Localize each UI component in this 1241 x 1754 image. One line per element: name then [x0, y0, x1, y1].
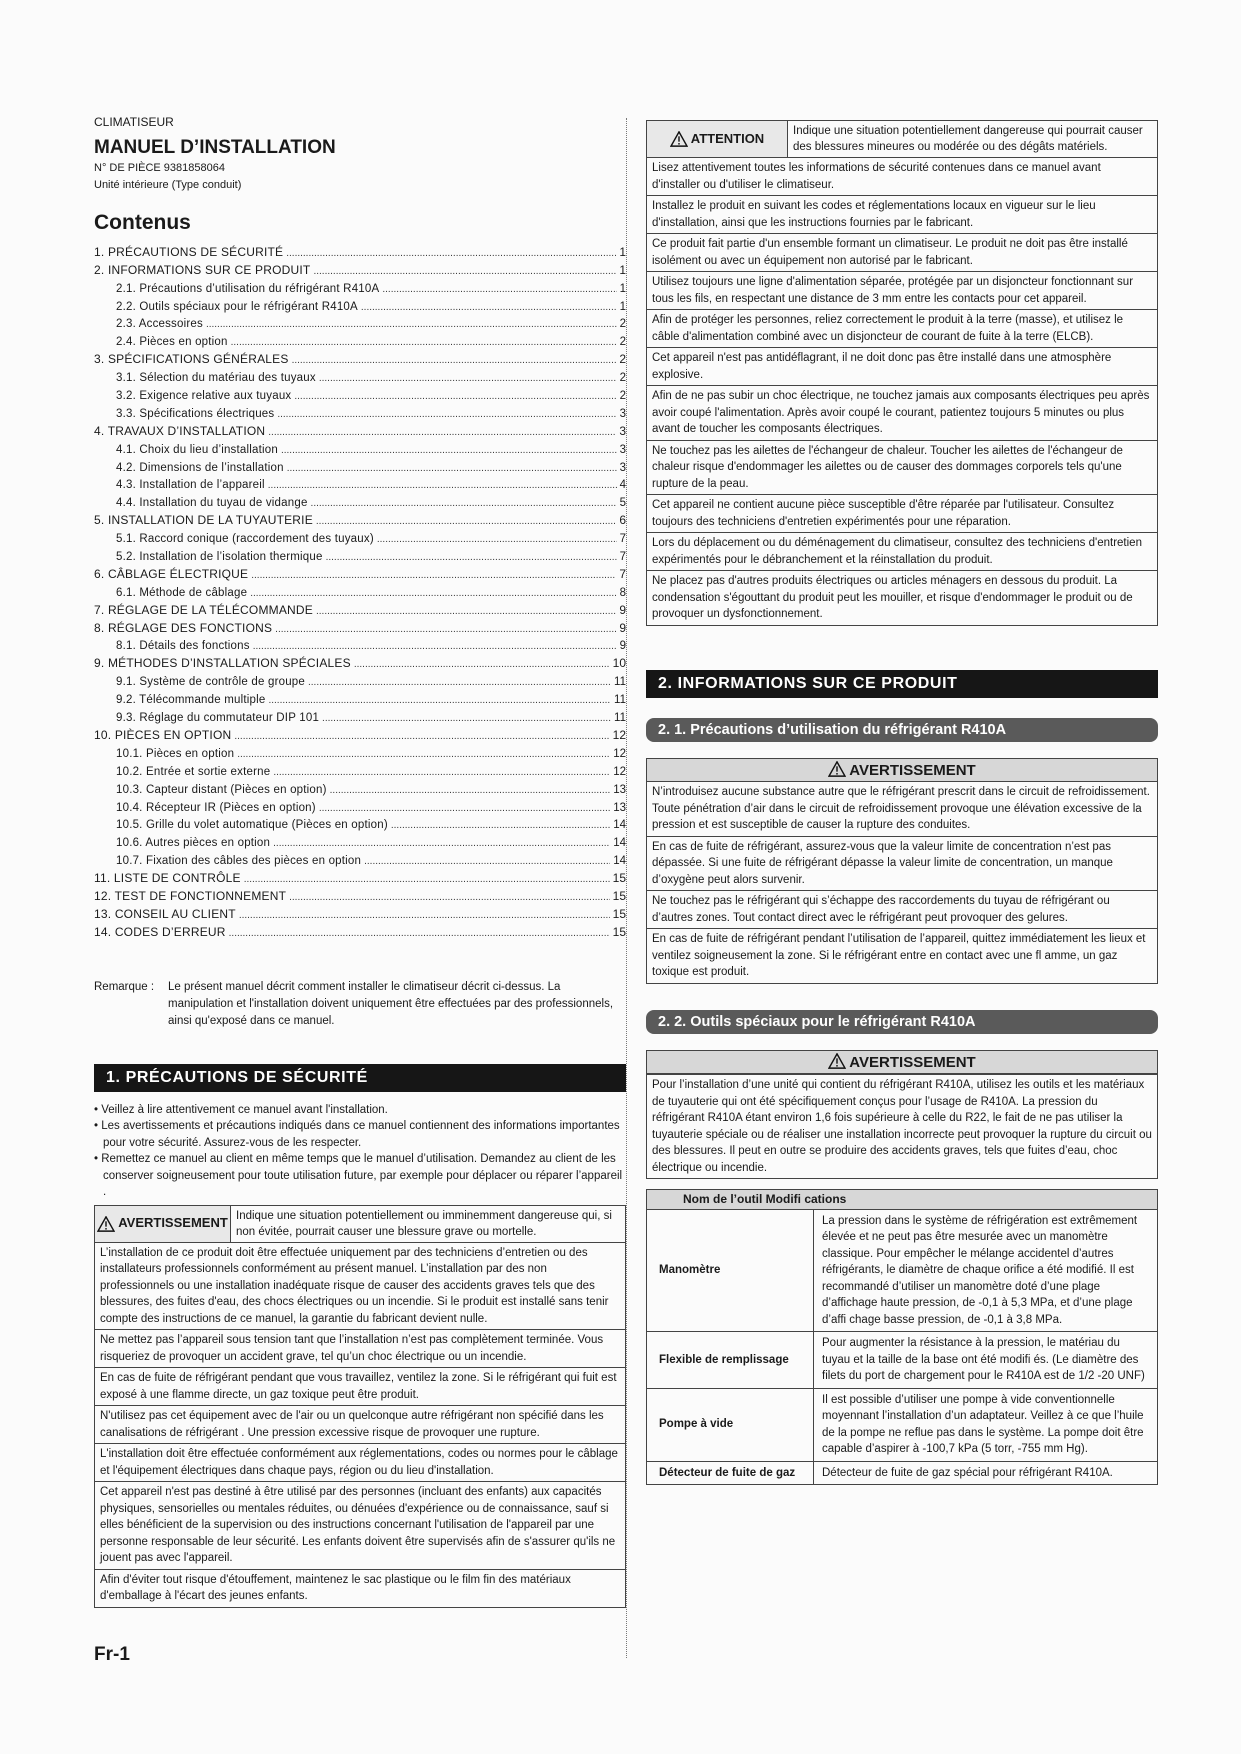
toc-entry-page: 15: [612, 924, 626, 939]
r410a-warning-box: [646, 758, 1158, 984]
tools-warning-label: AVERTISSEMENT: [849, 1053, 976, 1071]
tool-row: [647, 1461, 1158, 1485]
toc-entry-page: 14: [613, 837, 626, 850]
toc-entry: [94, 509, 626, 527]
toc-leader-dots: [244, 874, 610, 885]
toc-entry: [94, 796, 626, 814]
warning-signal-header: [95, 1206, 625, 1243]
toc-entry-page: 3: [619, 443, 626, 456]
toc-entry: [94, 652, 626, 670]
toc-entry-label: 10.6. Autres pièces en option: [116, 837, 271, 850]
toc-entry-page: 7: [619, 566, 626, 581]
toc-leader-dots: [273, 838, 610, 849]
warning-item: L'installation doit être effectuée conformément aux réglementations, codes ou normes pour le câblage et l'équipement électriques dans chaque pays, région ou du lieu d'installation.: [95, 1443, 625, 1481]
right-column: [646, 120, 1158, 1485]
toc-entry-page: 7: [619, 533, 626, 546]
toc-entry-page: 2: [619, 352, 626, 367]
warning-definition: Indique une situation potentiellement ou imminemment dangereuse qui, si non évitée, pourrait causer une blessure grave ou mortelle.: [236, 1209, 612, 1238]
toc-leader-dots: [251, 570, 616, 581]
toc-entry: [94, 545, 626, 563]
toc-entry-page: 1: [619, 282, 626, 295]
contents-title: Contenus: [94, 211, 191, 234]
attention-item: Installez le produit en suivant les codes et réglementations locaux en vigueur sur le lieu d'installation, ainsi que les instructions fournies par le fabricant.: [647, 195, 1157, 233]
toc-entry-label: 7. RÉGLAGE DE LA TÉLÉCOMMANDE: [94, 602, 313, 617]
toc-entry-label: 10.5. Grille du volet automatique (Pièces en option): [116, 819, 388, 832]
toc-entry: [94, 599, 626, 617]
toc-entry-label: 10.2. Entrée et sortie externe: [116, 765, 271, 778]
page-number: Fr-1: [94, 1644, 130, 1665]
toc-entry: [94, 831, 626, 849]
toc-entry-page: 15: [612, 871, 626, 886]
toc-entry: [94, 366, 626, 384]
toc-entry-label: 5. INSTALLATION DE LA TUYAUTERIE: [94, 513, 313, 528]
toc-leader-dots: [275, 624, 616, 635]
tools-warning-header: [647, 1051, 1157, 1075]
toc-entry-label: 2.3. Accessoires: [116, 318, 203, 331]
toc-leader-dots: [277, 409, 616, 420]
bullet-item: • Veillez à lire attentivement ce manuel avant l'installation.: [94, 1103, 388, 1116]
toc-leader-dots: [287, 463, 617, 474]
toc-entry: [94, 563, 626, 581]
section-1-heading: 1. PRÉCAUTIONS DE SÉCURITÉ: [94, 1064, 626, 1092]
toc-leader-dots: [237, 749, 610, 760]
r410a-warning-item: En cas de fuite de réfrigérant, assurez-vous que la valeur limite de concentration n’est pas dépassée. Si une fuite de réfrigérant dépasse la valeur limite de concentration, un manque d’oxygène peut alors survenir.: [647, 836, 1157, 891]
attention-label: ATTENTION: [690, 130, 765, 146]
toc-entry: [94, 277, 626, 295]
toc-entry-label: 12. TEST DE FONCTIONNEMENT: [94, 888, 287, 903]
toc-entry-label: 8.1. Détails des fonctions: [116, 640, 250, 653]
section-1-bullets: [94, 1102, 626, 1201]
toc-leader-dots: [229, 928, 610, 939]
warning-item: Afin d'éviter tout risque d'étouffement, maintenez le sac plastique ou le film fin des matériaux d'emballage à l'écart des jeunes enfants.: [95, 1569, 625, 1607]
toc-leader-dots: [268, 695, 611, 706]
subsection-2-1-heading: 2. 1. Précautions d’utilisation du réfrigérant R410A: [646, 718, 1158, 742]
toc-entry-label: 4.2. Dimensions de l’installation: [116, 461, 284, 474]
toc-leader-dots: [253, 641, 617, 652]
toc-entry-page: 2: [619, 336, 626, 349]
toc-entry-label: 3.1. Sélection du matériau des tuyaux: [116, 372, 316, 385]
toc-entry-page: 11: [614, 694, 626, 707]
toc-leader-dots: [292, 355, 617, 366]
r410a-warning-item: En cas de fuite de réfrigérant pendant l’utilisation de l’appareil, quittez immédiatement les lieux et ventilez soigneusement la zone. Si le réfrigérant entre en contact avec une fl amme, un gaz toxique est produit.: [647, 928, 1157, 983]
toc-entry: [94, 474, 626, 492]
toc-entry-page: 1: [619, 300, 626, 313]
warning-triangle-icon: [670, 131, 688, 147]
tools-table-header: Nom de l’outil Modifi cations: [647, 1190, 1158, 1210]
toc-entry-page: 4: [619, 479, 626, 492]
warning-triangle-icon: [97, 1216, 115, 1232]
toc-entry-page: 15: [612, 906, 626, 921]
toc-entry: [94, 688, 626, 706]
warning-item: N'utilisez pas cet équipement avec de l'air ou un quelconque autre réfrigérant non spécifié dans les canalisations de réfrigérant . Une pression excessive risque de provoquer une rupture.: [95, 1405, 625, 1443]
toc-entry: [94, 527, 626, 545]
warning-box: [94, 1205, 626, 1608]
toc-entry-page: 14: [613, 819, 626, 832]
tool-description: Pour augmenter la résistance à la pression, le matériau du tuyau et la taille de la base ont été modifi és. (Le diamètre des filets du port de chargement pour le R410A est de 1/2 -20 UNF): [814, 1332, 1158, 1389]
toc-entry-label: 10.7. Fixation des câbles des pièces en option: [116, 855, 362, 868]
toc-leader-dots: [319, 803, 610, 814]
toc-entry-page: 5: [619, 497, 626, 510]
toc-entry-label: 3. SPÉCIFICATIONS GÉNÉRALES: [94, 352, 289, 367]
toc-leader-dots: [294, 391, 616, 402]
toc-leader-dots: [354, 659, 610, 670]
toc-entry-label: 1. PRÉCAUTIONS DE SÉCURITÉ: [94, 244, 284, 259]
toc-entry: [94, 867, 626, 885]
toc-leader-dots: [326, 552, 617, 563]
tool-name: Pompe à vide: [647, 1388, 814, 1461]
toc-entry-page: 14: [613, 855, 626, 868]
toc-leader-dots: [268, 427, 616, 438]
tool-row: [647, 1388, 1158, 1461]
attention-item: Ne touchez pas les ailettes de l'échangeur de chaleur. Toucher les ailettes de l'échangeur de chaleur risque d'endommager les ailettes ou de causer des dommages corporels tels qu'une rupture de la peau.: [647, 440, 1157, 495]
toc-entry-label: 10. PIÈCES EN OPTION: [94, 727, 232, 742]
toc-entry-page: 9: [619, 602, 626, 617]
toc-entry-page: 2: [619, 372, 626, 385]
toc-entry-label: 4.1. Choix du lieu d’installation: [116, 443, 278, 456]
toc-leader-dots: [322, 713, 611, 724]
warning-item: Ne mettez pas l’appareil sous tension tant que l’installation n’est pas complètement terminée. Vous risqueriez de provoquer un accident grave, tel qu’un choc électrique ou un incendie.: [95, 1329, 625, 1367]
toc-entry-label: 6.1. Méthode de câblage: [116, 586, 248, 599]
toc-entry: [94, 670, 626, 688]
toc-entry-page: 12: [613, 765, 626, 778]
table-of-contents: [94, 241, 626, 939]
subsection-2-2-heading: 2. 2. Outils spéciaux pour le réfrigérant R410A: [646, 1010, 1158, 1034]
toc-entry-page: 8: [619, 586, 626, 599]
tool-name: Détecteur de fuite de gaz: [647, 1461, 814, 1485]
toc-leader-dots: [239, 910, 610, 921]
toc-entry-label: 11. LISTE DE CONTRÔLE: [94, 871, 241, 886]
toc-entry-page: 12: [612, 727, 626, 742]
toc-leader-dots: [316, 516, 616, 527]
r410a-warning-item: Ne touchez pas le réfrigérant qui s’échappe des raccordements du tuyau de réfrigérant ou d’autres zones. Tout contact direct avec le réfrigérant peut provoquer des gelures.: [647, 890, 1157, 928]
toc-leader-dots: [377, 534, 617, 545]
toc-entry: [94, 706, 626, 724]
toc-leader-dots: [286, 248, 616, 259]
toc-entry: [94, 491, 626, 509]
tool-row: [647, 1332, 1158, 1389]
toc-entry-label: 10.1. Pièces en option: [116, 747, 235, 760]
toc-leader-dots: [289, 892, 610, 903]
toc-entry-page: 1: [619, 262, 626, 277]
tools-warning-text: Pour l’installation d’une unité qui contient du réfrigérant R410A, utilisez les outils et les matériaux de tuyauterie qui ont été spécifiquement conçus pour l’usage de R410A. La pression du réfrigérant R410A étant environ 1,6 fois supérieure à celle du R22, le fait de ne pas utiliser la tuyauterie spéciale ou de réaliser une installation incorrecte peut provoquer la rupture du circuit ou des blessures. Il peut en outre se produire des accidents graves, tels que fuites d’eau, choc électrique ou incendie.: [647, 1074, 1157, 1178]
toc-entry-label: 6. CÂBLAGE ÉLECTRIQUE: [94, 566, 249, 581]
toc-leader-dots: [316, 606, 616, 617]
toc-entry-page: 1: [619, 244, 626, 259]
attention-item: Afin de ne pas subir un choc électrique, ne touchez jamais aux composants électriques peu après avoir coupé l'alimentation. Après avoir coupé le courant, patientez toujours 5 minutes ou plus avant de toucher les composants électriques.: [647, 385, 1157, 440]
toc-entry-page: 12: [613, 747, 626, 760]
toc-leader-dots: [308, 677, 611, 688]
toc-leader-dots: [206, 319, 617, 330]
left-column: [94, 115, 626, 1608]
bullet-item: • Les avertissements et précautions indiqués dans ce manuel contiennent des informations importantes pour votre sécurité. Assurez-vous de les respecter.: [94, 1120, 620, 1149]
toc-entry: [94, 724, 626, 742]
toc-entry-label: 13. CONSEIL AU CLIENT: [94, 906, 236, 921]
attention-item: Cet appareil n'est pas antidéflagrant, il ne doit donc pas être installé dans une atmosphère explosive.: [647, 347, 1157, 385]
attention-item: Afin de protéger les personnes, reliez correctement le produit à la terre (masse), et utilisez le câble d'alimentation combiné avec un disjoncteur de courant de fuite à la terre (ELCB).: [647, 309, 1157, 347]
section-2-heading: 2. INFORMATIONS SUR CE PRODUIT: [646, 670, 1158, 698]
toc-entry: [94, 330, 626, 348]
toc-entry-label: 8. RÉGLAGE DES FONCTIONS: [94, 620, 273, 635]
tool-row: [647, 1209, 1158, 1332]
toc-entry-label: 3.2. Exigence relative aux tuyaux: [116, 390, 292, 403]
toc-entry-label: 4. TRAVAUX D’INSTALLATION: [94, 423, 266, 438]
warning-item: Cet appareil n'est pas destiné à être utilisé par des personnes (incluant des enfants) aux capacités physiques, sensorielles ou mentales réduites, ou dénuées d'expérience ou de connaissance, sauf si elles bénéficient de la supervision ou des instructions concernant l'utilisation de l'appareil par une personne responsable de leur sécurité. Les enfants doivent être supervisés afin de s'assurer qu'ils ne jouent pas avec l'appareil.: [95, 1481, 625, 1569]
toc-leader-dots: [319, 373, 617, 384]
toc-entry: [94, 420, 626, 438]
toc-entry-page: 9: [619, 640, 626, 653]
toc-entry-page: 15: [612, 888, 626, 903]
toc-entry-page: 7: [619, 551, 626, 564]
toc-entry: [94, 348, 626, 366]
toc-leader-dots: [330, 785, 611, 796]
toc-entry-label: 9. MÉTHODES D’INSTALLATION SPÉCIALES: [94, 656, 351, 671]
tools-warning-box: [646, 1050, 1158, 1180]
toc-entry-page: 3: [619, 407, 626, 420]
tool-name: Manomètre: [647, 1209, 814, 1332]
tool-description: Détecteur de fuite de gaz spécial pour réfrigérant R410A.: [814, 1461, 1158, 1485]
remark: [94, 979, 626, 1030]
toc-entry: [94, 438, 626, 456]
toc-entry-label: 9.3. Réglage du commutateur DIP 101: [116, 712, 320, 725]
remark-text: Le présent manuel décrit comment installer le climatiseur décrit ci-dessus. La manipulation et l'installation doivent uniquement être effectuées par des professionnels, ainsi qu'exposé dans ce manuel.: [168, 980, 614, 1027]
manual-title: MANUEL D’INSTALLATION: [94, 137, 336, 158]
toc-leader-dots: [364, 856, 610, 867]
warning-signal-word: [95, 1206, 231, 1242]
column-divider: [626, 118, 627, 1658]
toc-leader-dots: [234, 731, 609, 742]
toc-entry-label: 5.1. Raccord conique (raccordement des tuyaux): [116, 533, 374, 546]
toc-entry: [94, 814, 626, 832]
toc-entry-label: 14. CODES D’ERREUR: [94, 924, 226, 939]
attention-box: [646, 120, 1158, 626]
r410a-warning-header: [647, 759, 1157, 783]
warning-item: L’installation de ce produit doit être effectuée uniquement par des techniciens d’entretien ou des installateurs professionnels conformément au présent manuel. L’installation par des non professionnels ou une installation inadéquate risque de causer des accidents graves tels que des blessures, des fuites d'eau, des chocs électriques ou un incendie. Si le produit est installé sans tenir compte des instructions de ce manuel, la garantie du fabricant devient nulle.: [100, 1246, 609, 1325]
toc-leader-dots: [311, 498, 617, 509]
toc-entry-label: 2.4. Pièces en option: [116, 336, 228, 349]
toc-leader-dots: [250, 588, 616, 599]
tool-description: Il est possible d’utiliser une pompe à vide conventionnelle moyennant l’installation d’un adaptateur. Veillez à ce que l’huile de la pompe ne reflue pas dans le système. La pompe doit être capable d’aspirer à -100,7 kPa (5 torr, -755 mm Hg).: [814, 1388, 1158, 1461]
part-number: N° DE PIÈCE 9381858064: [94, 162, 225, 174]
toc-leader-dots: [391, 820, 610, 831]
warning-triangle-icon: [828, 761, 846, 777]
toc-entry-label: 10.3. Capteur distant (Pièces en option): [116, 783, 327, 796]
toc-entry-page: 3: [619, 461, 626, 474]
bullet-item: • Remettez ce manuel au client en même temps que le manuel d’utilisation. Demandez au client de les conserver soigneusement pour toute utilisation future, par exemple pour déplacer ou réparer l’appareil .: [94, 1153, 623, 1199]
toc-entry: [94, 635, 626, 653]
attention-item: Lisez attentivement toutes les informations de sécurité contenues dans ce manuel avant d'installer ou d'utiliser le climatiseur.: [652, 162, 1101, 191]
attention-signal-word: [647, 121, 788, 157]
toc-entry-label: 4.3. Installation de l’appareil: [116, 479, 265, 492]
warning-triangle-icon: [828, 1053, 846, 1069]
toc-entry-label: 2.2. Outils spéciaux pour le réfrigérant R410A: [116, 300, 358, 313]
attention-item: Ne placez pas d'autres produits électriques ou articles ménagers en dessous du produit. La condensation s'égouttant du produit peut les mouiller, et risque d'endommager le produit ou de provoquer un dysfonctionnement.: [647, 570, 1157, 625]
toc-entry-page: 10: [612, 656, 626, 671]
toc-entry: [94, 295, 626, 313]
attention-item: Cet appareil ne contient aucune pièce susceptible d'être réparée par l'utilisateur. Consultez toujours des techniciens d'entretien expérimentés pour une réparation.: [647, 494, 1157, 532]
toc-leader-dots: [231, 337, 617, 348]
toc-entry: [94, 760, 626, 778]
attention-signal-header: [647, 121, 1157, 158]
toc-entry-label: 2.1. Précautions d’utilisation du réfrigérant R410A: [116, 282, 380, 295]
toc-entry-label: 3.3. Spécifications électriques: [116, 407, 275, 420]
warning-item: En cas de fuite de réfrigérant pendant que vous travaillez, ventilez la zone. Si le réfrigérant qui fuit est exposé à une flamme directe, un gaz toxique peut être produit.: [95, 1367, 625, 1405]
r410a-warning-label: AVERTISSEMENT: [849, 761, 976, 779]
toc-entry-label: 9.1. Système de contrôle de groupe: [116, 676, 305, 689]
toc-entry-page: 6: [619, 513, 626, 528]
toc-leader-dots: [273, 767, 610, 778]
toc-entry-page: 3: [619, 423, 626, 438]
toc-entry-page: 9: [619, 620, 626, 635]
toc-entry: [94, 849, 626, 867]
toc-leader-dots: [281, 445, 617, 456]
category-label: CLIMATISEUR: [94, 115, 174, 129]
unit-type: Unité intérieure (Type conduit): [94, 179, 242, 191]
toc-entry: [94, 456, 626, 474]
attention-item: Ce produit fait partie d'un ensemble formant un climatiseur. Le produit ne doit pas être installé isolément ou avec un équipement non autorisé par le fabricant.: [647, 233, 1157, 271]
tool-description: La pression dans le système de réfrigération est extrêmement élevée et ne peut pas être mesurée avec un manomètre classique. Pour empêcher le mélange accidentel d’autres réfrigérants, le diamètre de chaque orifice a été modifié. Il est recommandé d’utiliser un manomètre doté d’une plage d’affichage haute pression, de -0,1 à 5,3 MPa, et d’une plage d’affi chage basse pression, de -0,1 à 3,8 MPa.: [814, 1209, 1158, 1332]
toc-entry: [94, 921, 626, 939]
toc-entry-label: 4.4. Installation du tuyau de vidange: [116, 497, 308, 510]
toc-entry-label: 5.2. Installation de l’isolation thermique: [116, 551, 323, 564]
toc-leader-dots: [382, 284, 616, 295]
toc-entry: [94, 313, 626, 331]
toc-entry-label: 9.2. Télécommande multiple: [116, 694, 266, 707]
toc-entry: [94, 742, 626, 760]
toc-entry: [94, 384, 626, 402]
toc-leader-dots: [268, 480, 617, 491]
toc-entry-page: 2: [619, 318, 626, 331]
toc-entry: [94, 885, 626, 903]
attention-item: Utilisez toujours une ligne d'alimentation séparée, protégée par un disjoncteur fonctionnant sur tous les fils, en respectant une distance de 3 mm entre les contacts pour cet appareil.: [647, 271, 1157, 309]
toc-entry: [94, 581, 626, 599]
toc-entry-page: 11: [614, 712, 626, 725]
toc-entry: [94, 903, 626, 921]
warning-label: AVERTISSEMENT: [118, 1215, 228, 1231]
attention-item: Lors du déplacement ou du déménagement du climatiseur, consultez des techniciens d'entretien expérimentés pour le débranchement et la réinstallation du produit.: [647, 532, 1157, 570]
toc-entry-label: 2. INFORMATIONS SUR CE PRODUIT: [94, 262, 311, 277]
r410a-warning-item: N’introduisez aucune substance autre que le réfrigérant prescrit dans le circuit de refroidissement. Toute pénétration d’air dans le circuit de refroidissement provoque une élévation excessive de la pression et est susceptible de causer la rupture des conduites.: [652, 786, 1150, 831]
toc-entry-label: 10.4. Récepteur IR (Pièces en option): [116, 801, 316, 814]
attention-definition: Indique une situation potentiellement dangereuse qui pourrait causer des blessures mineures ou modérée ou des dégâts matériels.: [793, 125, 1143, 153]
toc-leader-dots: [361, 302, 617, 313]
toc-entry-page: 13: [613, 783, 626, 796]
toc-entry: [94, 241, 626, 259]
toc-entry-page: 2: [619, 390, 626, 403]
toc-entry: [94, 778, 626, 796]
special-tools-table: [646, 1189, 1158, 1485]
toc-entry-page: 13: [613, 801, 626, 814]
toc-entry-page: 11: [614, 676, 626, 689]
toc-leader-dots: [313, 266, 616, 277]
toc-entry: [94, 402, 626, 420]
toc-entry: [94, 617, 626, 635]
toc-entry: [94, 259, 626, 277]
remark-label: Remarque :: [94, 980, 155, 993]
tool-name: Flexible de remplissage: [647, 1332, 814, 1389]
